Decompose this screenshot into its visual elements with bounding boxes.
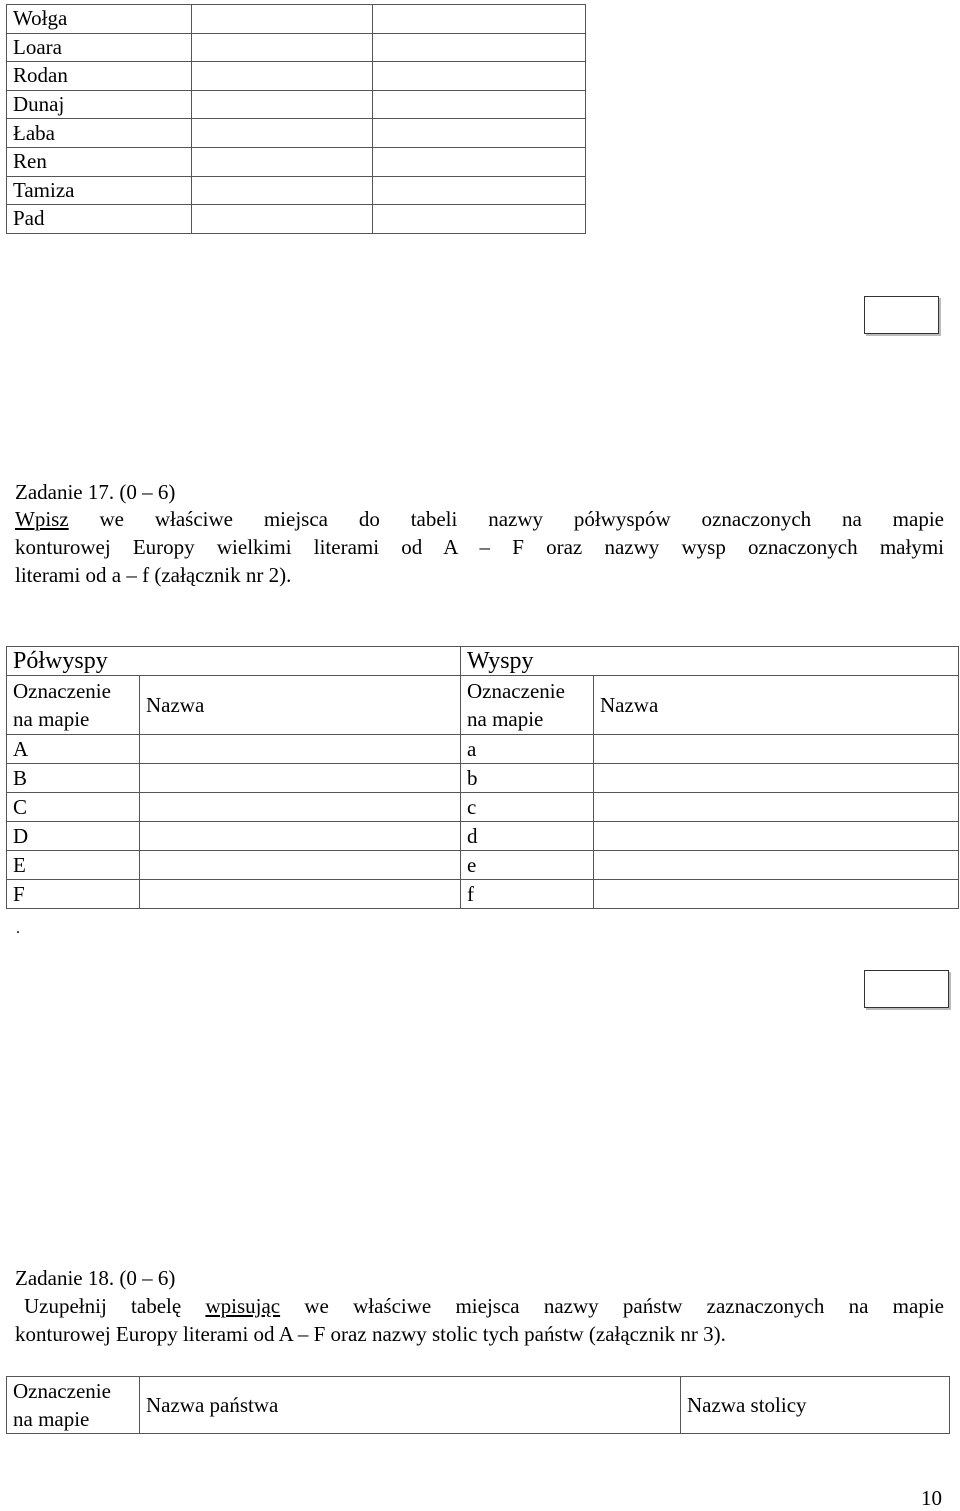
- river-row: [7, 119, 586, 148]
- river-name: Loara: [7, 33, 192, 62]
- peninsula-mark: D: [7, 822, 140, 851]
- peninsula-mark: F: [7, 880, 140, 909]
- peninsula-mark: A: [7, 735, 140, 764]
- island-name-cell[interactable]: [594, 764, 959, 793]
- peninsula-name-cell[interactable]: [140, 822, 461, 851]
- island-name-cell[interactable]: [594, 880, 959, 909]
- task-18-line-1: [15, 1292, 944, 1320]
- task-18-line-1-rest: we właściwe miejsca nazwy państw zaznaczonych na mapie: [280, 1294, 944, 1318]
- river-answer-cell-2[interactable]: [373, 147, 586, 176]
- island-mark: f: [461, 880, 594, 909]
- country-name-header: Nazwa państwa: [140, 1377, 681, 1434]
- river-answer-cell[interactable]: [192, 5, 373, 34]
- island-name-cell[interactable]: [594, 851, 959, 880]
- island-mark-header: Oznaczenie na mapie: [461, 676, 594, 735]
- task-17-row: [7, 793, 959, 822]
- task-17-row: [7, 851, 959, 880]
- island-mark: b: [461, 764, 594, 793]
- peninsula-name-cell[interactable]: [140, 735, 461, 764]
- peninsula-mark-header: Oznaczenie na mapie: [7, 676, 140, 735]
- river-answer-cell-2[interactable]: [373, 119, 586, 148]
- river-answer-cell-2[interactable]: [373, 205, 586, 234]
- task-18-title: Zadanie 18. (0 – 6): [15, 1266, 176, 1290]
- river-row: [7, 147, 586, 176]
- river-answer-cell-2[interactable]: [373, 5, 586, 34]
- task-18-instruction: [15, 1292, 944, 1346]
- task-18-table: [6, 1376, 950, 1434]
- task-17-row: [7, 880, 959, 909]
- river-row: [7, 90, 586, 119]
- peninsula-name-cell[interactable]: [140, 880, 461, 909]
- task-17-line-1-text: we właściwe miejsca do tabeli nazwy półwyspów oznaczonych na mapie: [68, 507, 944, 531]
- task-17-line-3: literami od a – f (załącznik nr 2).: [15, 563, 292, 587]
- river-row: [7, 205, 586, 234]
- peninsula-mark: E: [7, 851, 140, 880]
- island-name-cell[interactable]: [594, 793, 959, 822]
- river-answer-cell[interactable]: [192, 33, 373, 62]
- river-answer-cell[interactable]: [192, 147, 373, 176]
- river-row: [7, 62, 586, 91]
- score-box-16[interactable]: [864, 296, 939, 334]
- task-17-row: [7, 735, 959, 764]
- peninsula-name-cell[interactable]: [140, 851, 461, 880]
- rivers-table: [6, 4, 586, 234]
- score-box-17[interactable]: [864, 970, 949, 1008]
- river-answer-cell-2[interactable]: [373, 33, 586, 62]
- river-name: Rodan: [7, 62, 192, 91]
- islands-header: Wyspy: [461, 647, 959, 676]
- river-row: [7, 176, 586, 205]
- task-17-row: [7, 764, 959, 793]
- task-17-title: Zadanie 17. (0 – 6): [15, 480, 176, 504]
- island-mark: c: [461, 793, 594, 822]
- island-mark: a: [461, 735, 594, 764]
- river-answer-cell[interactable]: [192, 90, 373, 119]
- island-name-cell[interactable]: [594, 735, 959, 764]
- island-name-header: Nazwa: [594, 676, 959, 735]
- task-17-line-2: konturowej Europy wielkimi literami od A – F oraz nazwy wysp oznaczonych małymi: [15, 535, 944, 559]
- task-18-line-1-start: Uzupełnij tabelę: [24, 1294, 206, 1318]
- river-answer-cell[interactable]: [192, 205, 373, 234]
- river-row: [7, 5, 586, 34]
- river-name: Dunaj: [7, 90, 192, 119]
- capital-name-header: Nazwa stolicy: [681, 1377, 950, 1434]
- river-answer-cell-2[interactable]: [373, 176, 586, 205]
- river-answer-cell[interactable]: [192, 176, 373, 205]
- country-mark-header: Oznaczenie na mapie: [7, 1377, 140, 1434]
- peninsula-name-header: Nazwa: [140, 676, 461, 735]
- peninsula-mark: C: [7, 793, 140, 822]
- river-name: Pad: [7, 205, 192, 234]
- peninsula-name-cell[interactable]: [140, 793, 461, 822]
- river-name: Tamiza: [7, 176, 192, 205]
- task-18-line-2: konturowej Europy literami od A – F oraz nazwy stolic tych państw (załącznik nr 3).: [15, 1322, 726, 1346]
- island-mark: e: [461, 851, 594, 880]
- river-name: Ren: [7, 147, 192, 176]
- task-18-verb: wpisując: [205, 1294, 281, 1318]
- page-number: 10: [921, 1486, 942, 1510]
- task-17-line-1: [15, 505, 944, 533]
- peninsula-mark: B: [7, 764, 140, 793]
- island-name-cell[interactable]: [594, 822, 959, 851]
- river-answer-cell[interactable]: [192, 119, 373, 148]
- river-name: Wołga: [7, 5, 192, 34]
- river-row: [7, 33, 586, 62]
- river-answer-cell-2[interactable]: [373, 90, 586, 119]
- island-mark: d: [461, 822, 594, 851]
- river-name: Łaba: [7, 119, 192, 148]
- peninsulas-header: Półwyspy: [7, 647, 461, 676]
- river-answer-cell-2[interactable]: [373, 62, 586, 91]
- stray-dot: .: [16, 920, 20, 937]
- peninsula-name-cell[interactable]: [140, 764, 461, 793]
- task-17-verb: Wpisz: [15, 507, 69, 531]
- task-17-row: [7, 822, 959, 851]
- task-17-table: [6, 646, 959, 909]
- river-answer-cell[interactable]: [192, 62, 373, 91]
- task-17-instruction: [15, 505, 944, 587]
